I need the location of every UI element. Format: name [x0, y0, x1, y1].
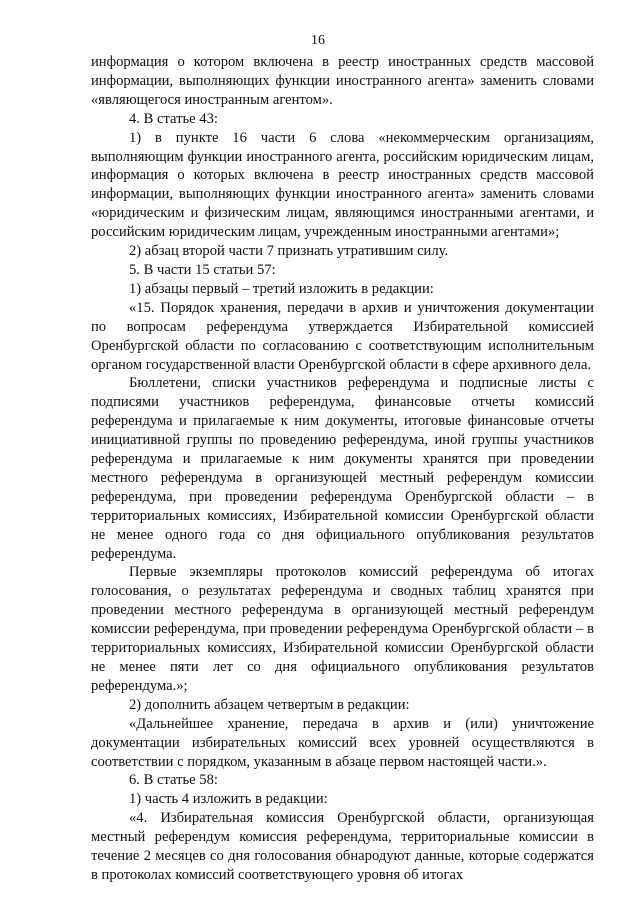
paragraph: 6. В статье 58: [129, 772, 218, 789]
paragraph: «Дальнейшее хранение, передача в архив и (или) уничтожение документации избирательных комиссий всех уровней осуществляются в соответствии с порядком, указанным в абзаце первом настоящей части.». [91, 715, 594, 770]
paragraph: 2) дополнить абзацем четвертым в редакции: [129, 696, 410, 713]
paragraph: информация о котором включена в реестр иностранных средств массовой информации, выполняющих функции иностранного агента» заменить словами «являющегося иностранным агентом». [91, 54, 594, 108]
paragraph: «4. Избирательная комиссия Оренбургской области, организующая местный референдум комиссия референдума, территориальные комиссии в течение 2 месяцев со дня голосования обнародуют данные, которые содержатся в протоколах комиссий соответствующего уровня об итогах [91, 810, 594, 883]
paragraph: Первые экземпляры протоколов комиссий референдума об итогах голосования, о результатах референдума и сводных таблиц хранятся при проведении местного референдума в организующей местный референдум комиссии референдума, при проведении референдума Оренбургской области – в территориальных комиссиях, Избирательной комиссии Оренбургской области не менее пяти лет со дня официального опубликования результатов референдума.»; [91, 564, 594, 694]
paragraph: 5. В части 15 статьи 57: [129, 261, 276, 278]
page-number: 16 [311, 33, 325, 48]
paragraph: 2) абзац второй части 7 признать утратившим силу. [129, 243, 449, 260]
paragraph: 1) в пункте 16 части 6 слова «некоммерческим организациям, выполняющим функции иностранного агента, российским юридическим лицам, информация о которых включена в реестр иностранных средств массовой информации, выполняющих функции иностранного агента» заменить словами «юридическим и физическим лицам, являющимся иностранными агентами, и российским юридическим лицам, учрежденным иностранными агентами»; [91, 129, 594, 241]
document-body [91, 53, 594, 885]
paragraph: 1) абзацы первый – третий изложить в редакции: [129, 280, 434, 297]
paragraph: 4. В статье 43: [129, 110, 218, 127]
paragraph: 1) часть 4 изложить в редакции: [129, 791, 328, 808]
paragraph: «15. Порядок хранения, передачи в архив и уничтожения документации по вопросам референдума утверждается Избирательной комиссией Оренбургской области по согласованию с соответствующим исполнительным органом государственной власти Оренбургской области в сфере архивного дела. [91, 299, 594, 373]
paragraph: Бюллетени, списки участников референдума и подписные листы с подписями участников референдума, финансовые отчеты комиссий референдума и прилагаемые к ним документы, итоговые финансовые отчеты инициативной группы по проведению референдума, иной группы участников референдума и прилагаемые к ним документы хранятся при проведении местного референдума в организующей местный референдум комиссии референдума, при проведении референдума Оренбургской области – в территориальных комиссиях, Избирательной комиссии Оренбургской области не менее одного года со дня официального опубликования результатов референдума. [91, 375, 594, 562]
